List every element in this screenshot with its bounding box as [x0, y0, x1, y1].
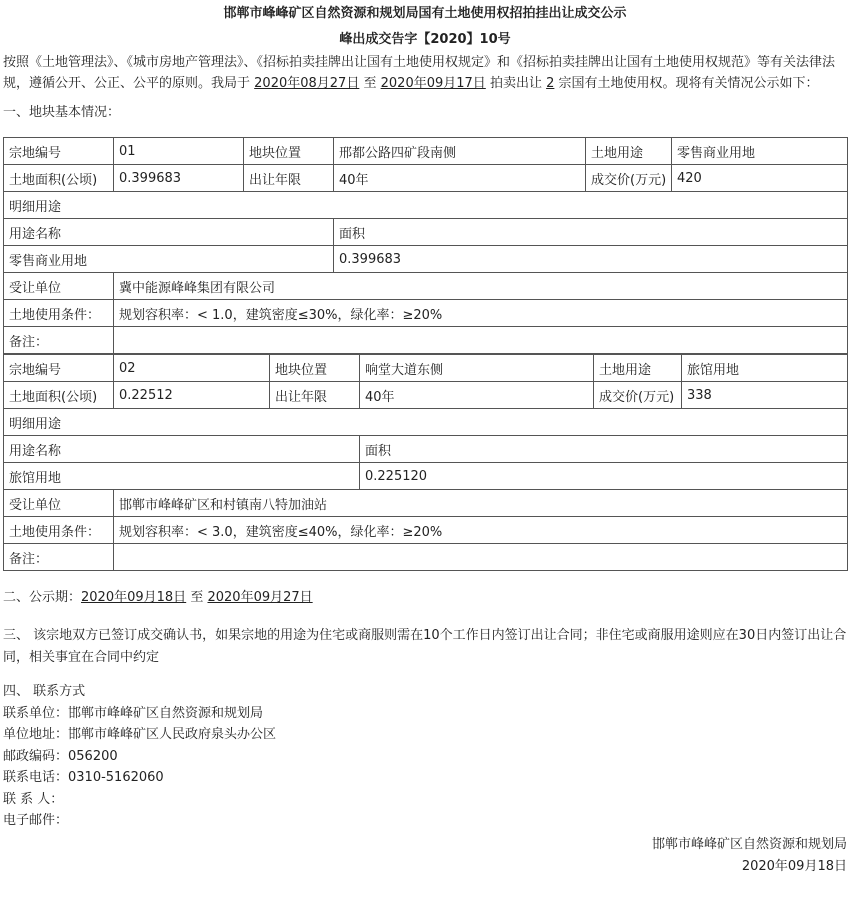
value-parcel-no: 01 — [114, 138, 244, 165]
label-buyer: 受让单位 — [4, 490, 114, 517]
intro-count: 2 — [546, 76, 555, 91]
contact-title: 四、 联系方式 — [3, 684, 86, 699]
value-detail-area: 0.225120 — [360, 463, 848, 490]
value-price: 420 — [672, 165, 848, 192]
intro-date-from: 2020年08月27日 — [254, 76, 360, 91]
label-remarks: 备注： — [4, 327, 114, 354]
label-remarks: 备注： — [4, 544, 114, 571]
value-remarks — [114, 544, 848, 571]
intro-text-2: 至 — [363, 76, 377, 91]
table-row — [4, 327, 848, 354]
intro-text-1: 按照《土地管理法》、《城市房地产管理法》、《招标拍卖挂牌出让国有土地使用权规定》和《招标拍卖挂牌出让国有土地使用权规范》等有关法律法规，遵循公开、公正、公平的原则。我局于 — [3, 55, 836, 91]
table-row — [4, 409, 848, 436]
label-location: 地块位置 — [244, 138, 334, 165]
intro-paragraph — [3, 52, 847, 94]
label-conditions: 土地使用条件： — [4, 300, 114, 327]
contact-person: 联 系 人： — [3, 791, 64, 807]
label-area: 土地面积(公顷) — [4, 165, 114, 192]
footer-date: 2020年09月18日 — [741, 858, 847, 874]
table-row — [4, 463, 848, 490]
intro-text-3: 拍卖出让 — [489, 76, 542, 91]
label-use: 土地用途 — [594, 355, 682, 382]
label-area-col: 面积 — [360, 436, 848, 463]
value-conditions: 规划容积率：< 1.0，建筑密度≤30%，绿化率：≥20% — [114, 300, 848, 327]
value-parcel-no: 02 — [114, 355, 270, 382]
label-use-name: 用途名称 — [4, 219, 334, 246]
label-use: 土地用途 — [586, 138, 672, 165]
section-3-contract: 三、 该宗地双方已签订成交确认书，如果宗地的用途为住宅或商服则需在10个工作日内签订出让合同；非住宅或商服用途则应在30日内签订出让合同，相关事宜在合同中约定 — [3, 628, 847, 665]
contact-postcode: 邮政编码：056200 — [3, 748, 118, 764]
table-row — [4, 355, 848, 382]
footer-org: 邯郸市峰峰矿区自然资源和规划局 — [651, 836, 847, 852]
table-row — [4, 165, 848, 192]
label-term: 出让年限 — [244, 165, 334, 192]
label-area-col: 面积 — [334, 219, 848, 246]
footer-signature — [3, 834, 847, 878]
label-location: 地块位置 — [270, 355, 360, 382]
table-row — [4, 219, 848, 246]
label-use-name: 用途名称 — [4, 436, 360, 463]
contact-phone: 联系电话：0310-5162060 — [3, 770, 164, 785]
label-parcel-no: 宗地编号 — [4, 355, 114, 382]
value-remarks — [114, 327, 848, 354]
label-parcel-no: 宗地编号 — [4, 138, 114, 165]
value-term: 40年 — [360, 382, 594, 409]
table-row — [4, 517, 848, 544]
contact-email: 电子邮件： — [3, 813, 69, 828]
value-buyer: 邯郸市峰峰矿区和村镇南八特加油站 — [114, 490, 848, 517]
table-row — [4, 192, 848, 219]
section-2-publicity — [3, 587, 847, 609]
value-area: 0.22512 — [114, 382, 270, 409]
label-price: 成交价(万元) — [594, 382, 682, 409]
table-row — [4, 382, 848, 409]
value-detail-name: 旅馆用地 — [4, 463, 360, 490]
label-detail-use: 明细用途 — [4, 192, 848, 219]
publicity-date-to: 2020年09月27日 — [207, 590, 313, 605]
label-buyer: 受让单位 — [4, 273, 114, 300]
value-location: 响堂大道东侧 — [360, 355, 594, 382]
label-detail-use: 明细用途 — [4, 409, 848, 436]
table-row — [4, 300, 848, 327]
notice-doc-number: 峰出成交告字【2020】10号 — [339, 32, 511, 47]
table-row — [4, 273, 848, 300]
value-area: 0.399683 — [114, 165, 244, 192]
label-area: 土地面积(公顷) — [4, 382, 114, 409]
notice-page — [0, 4, 850, 913]
publicity-date-from: 2020年09月18日 — [81, 590, 187, 605]
value-detail-name: 零售商业用地 — [4, 246, 334, 273]
section-4-contact — [3, 681, 847, 832]
section-1-heading: 一、地块基本情况： — [3, 105, 121, 120]
value-use: 旅馆用地 — [682, 355, 848, 382]
table-row — [4, 246, 848, 273]
contact-address: 单位地址：邯郸市峰峰矿区人民政府泉头办公区 — [3, 727, 277, 742]
label-price: 成交价(万元) — [586, 165, 672, 192]
value-price: 338 — [682, 382, 848, 409]
value-location: 邢都公路四矿段南侧 — [334, 138, 586, 165]
value-term: 40年 — [334, 165, 586, 192]
parcel-table-2 — [3, 354, 848, 571]
value-detail-area: 0.399683 — [334, 246, 848, 273]
table-row — [4, 544, 848, 571]
publicity-label: 二、公示期： — [3, 590, 82, 605]
parcel-table-1 — [3, 137, 848, 354]
value-use: 零售商业用地 — [672, 138, 848, 165]
value-buyer: 冀中能源峰峰集团有限公司 — [114, 273, 848, 300]
label-term: 出让年限 — [270, 382, 360, 409]
table-row — [4, 490, 848, 517]
notice-title: 邯郸市峰峰矿区自然资源和规划局国有土地使用权招拍挂出让成交公示 — [223, 6, 627, 21]
label-conditions: 土地使用条件： — [4, 517, 114, 544]
contact-unit: 联系单位：邯郸市峰峰矿区自然资源和规划局 — [3, 705, 264, 721]
publicity-mid: 至 — [190, 590, 204, 605]
table-row — [4, 436, 848, 463]
intro-text-4: 宗国有土地使用权。现将有关情况公示如下： — [558, 76, 819, 91]
intro-date-to: 2020年09月17日 — [380, 76, 486, 91]
table-row — [4, 138, 848, 165]
value-conditions: 规划容积率：< 3.0，建筑密度≤40%，绿化率：≥20% — [114, 517, 848, 544]
